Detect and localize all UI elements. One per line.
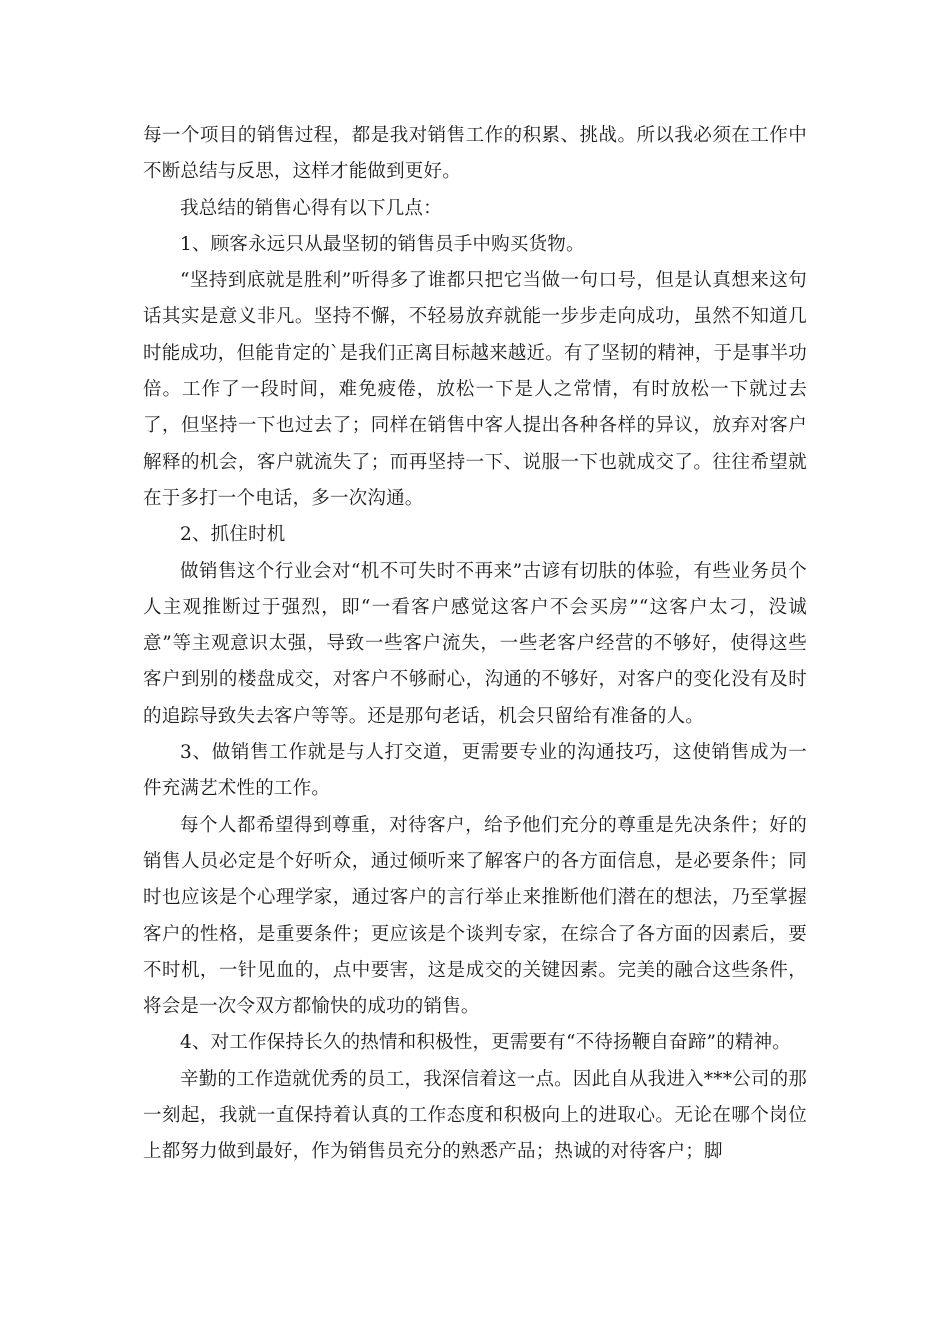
paragraph-point-2-body: 做销售这个行业会对“机不可失时不再来”古谚有切肤的体验，有些业务员个人主观推断过于强烈，即“一看客户感觉这客户不会买房”“这客户太刁，没诚意”等主观意识太强，导致一些客户流失，一些老客户经营的不够好，使得这些客户到别的楼盘成交，对客户不够耐心，沟通的不够好，对客户的变化没有及时的追踪导致失去客户等等。还是那句老话，机会只留给有准备的人。	[143, 560, 807, 727]
paragraph-point-4-body: 辛勤的工作造就优秀的员工，我深信着这一点。因此自从我进入***公司的那一刻起，我就一直保持着认真的工作态度和积极向上的进取心。无论在哪个岗位上都努力做到最好，作为销售员充分的熟悉产品；热诚的对待客户；脚	[143, 1068, 807, 1163]
paragraph-point-1-heading: 1、顾客永远只从最坚韧的销售员手中购买货物。	[180, 233, 585, 255]
paragraph-point-3-body: 每个人都希望得到尊重，对待客户，给予他们充分的尊重是先决条件；好的销售人员必定是个好听众，通过倾听来了解客户的各方面信息，是必要条件；同时也应该是个心理学家，通过客户的言行举止来推断他们潜在的想法，乃至掌握客户的性格，是重要条件；更应该是个谈判专家，在综合了各方面的因素后，要不时机，一针见血的，点中要害，这是成交的关键因素。完美的融合这些条件，将会是一次令双方都愉快的成功的销售。	[143, 814, 807, 1018]
document-body	[143, 118, 807, 1171]
paragraph-point-4-heading: 4、对工作保持长久的热情和积极性，更需要有“不待扬鞭自奋蹄”的精神。	[180, 1032, 791, 1054]
paragraph-summary-heading: 我总结的销售心得有以下几点：	[180, 197, 442, 219]
paragraph-point-2-heading: 2、抓住时机	[180, 524, 286, 546]
paragraph-intro: 每一个项目的销售过程，都是我对销售工作的积累、挑战。所以我必须在工作中不断总结与反思，这样才能做到更好。	[143, 125, 807, 183]
paragraph-point-1-body: “坚持到底就是胜利”听得多了谁都只把它当做一句口号，但是认真想来这句话其实是意义非凡。坚持不懈，不轻易放弃就能一步步走向成功，虽然不知道几时能成功，但能肯定的`是我们正离目标越来越近。有了坚韧的精神，于是事半功倍。工作了一段时间，难免疲倦，放松一下是人之常情，有时放松一下就过去了，但坚持一下也过去了；同样在销售中客人提出各种各样的异议，放弃对客户解释的机会，客户就流失了；而再坚持一下、说服一下也就成交了。往往希望就在于多打一个电话，多一次沟通。	[143, 270, 807, 509]
paragraph-point-3-heading: 3、做销售工作就是与人打交道，更需要专业的沟通技巧，这使销售成为一件充满艺术性的工作。	[143, 742, 807, 800]
